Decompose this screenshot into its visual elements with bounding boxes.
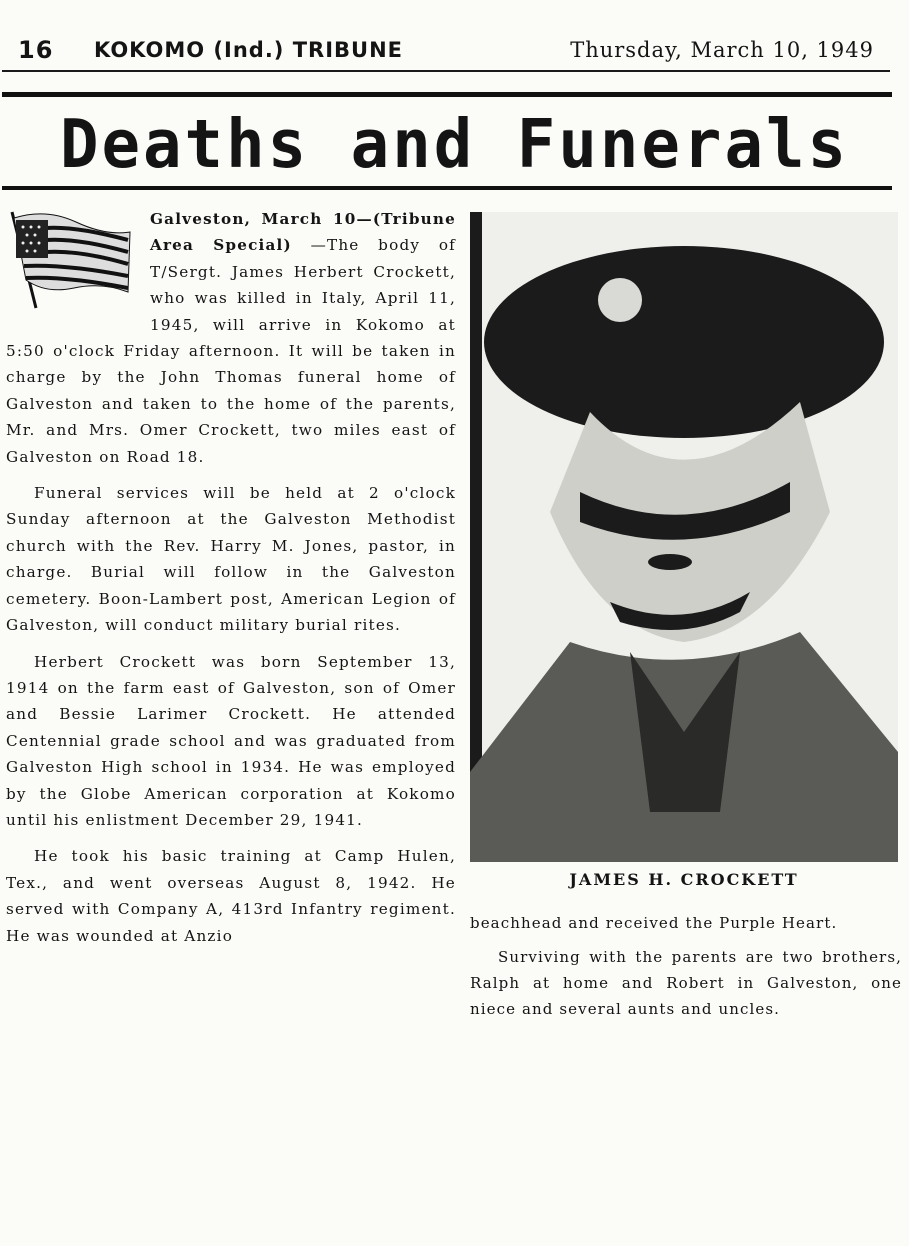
- article-paragraph: beachhead and received the Purple Heart.: [470, 914, 838, 932]
- dateline: Galveston, March 10—(Tribune Area Special): [150, 210, 456, 255]
- photo-caption: JAMES H. CROCKETT: [569, 870, 799, 889]
- masthead-rule: [2, 70, 890, 72]
- article-paragraph: He took his basic training at Camp Hulen, Tex., and went overseas August 8, 1942. He served with Company A, 413rd Infantry regiment. He was wounded at Anzio: [6, 847, 456, 945]
- portrait-photo: [470, 212, 898, 862]
- page-number: 16: [18, 36, 54, 64]
- article-column: [6, 206, 456, 959]
- paper-name: KOKOMO (Ind.) TRIBUNE: [94, 38, 403, 62]
- masthead: [14, 30, 884, 70]
- section-rule-top: [2, 92, 892, 97]
- section-title: Deaths and Funerals: [59, 106, 850, 184]
- issue-date: Thursday, March 10, 1949: [570, 38, 874, 62]
- continued-column: [470, 910, 902, 1030]
- section-rule-bottom: [2, 186, 892, 190]
- article-paragraph: Herbert Crockett was born September 13, 1914 on the farm east of Galveston, son of Omer and Bessie Larimer Crockett. He attended Centennial grade school and was graduated from Galveston High school in 1934. He was employed by the Globe American corporation at Kokomo until his enlistment December 29, 1941.: [6, 652, 456, 829]
- article-paragraph: Surviving with the parents are two brothers, Ralph at home and Robert in Galveston, one niece and several aunts and uncles.: [470, 948, 902, 1018]
- article-text: —The body of T/Sergt. James Herbert Crockett, who was killed in Italy, April 11, 1945, will arrive in Kokomo at 5:50 o'clock Friday afternoon. It will be taken in charge by the John Thomas funeral home of Galveston and taken to the home of the parents, Mr. and Mrs. Omer Crockett, two miles east of Galveston on Road 18.: [6, 236, 457, 466]
- american-flag-icon: [6, 208, 134, 310]
- article-paragraph: Funeral services will be held at 2 o'clock Sunday afternoon at the Galveston Methodist church with the Rev. Harry M. Jones, pastor, in charge. Burial will follow in the Galveston cemetery. Boon-Lambert post, American Legion of Galveston, will conduct military burial rites.: [6, 484, 456, 635]
